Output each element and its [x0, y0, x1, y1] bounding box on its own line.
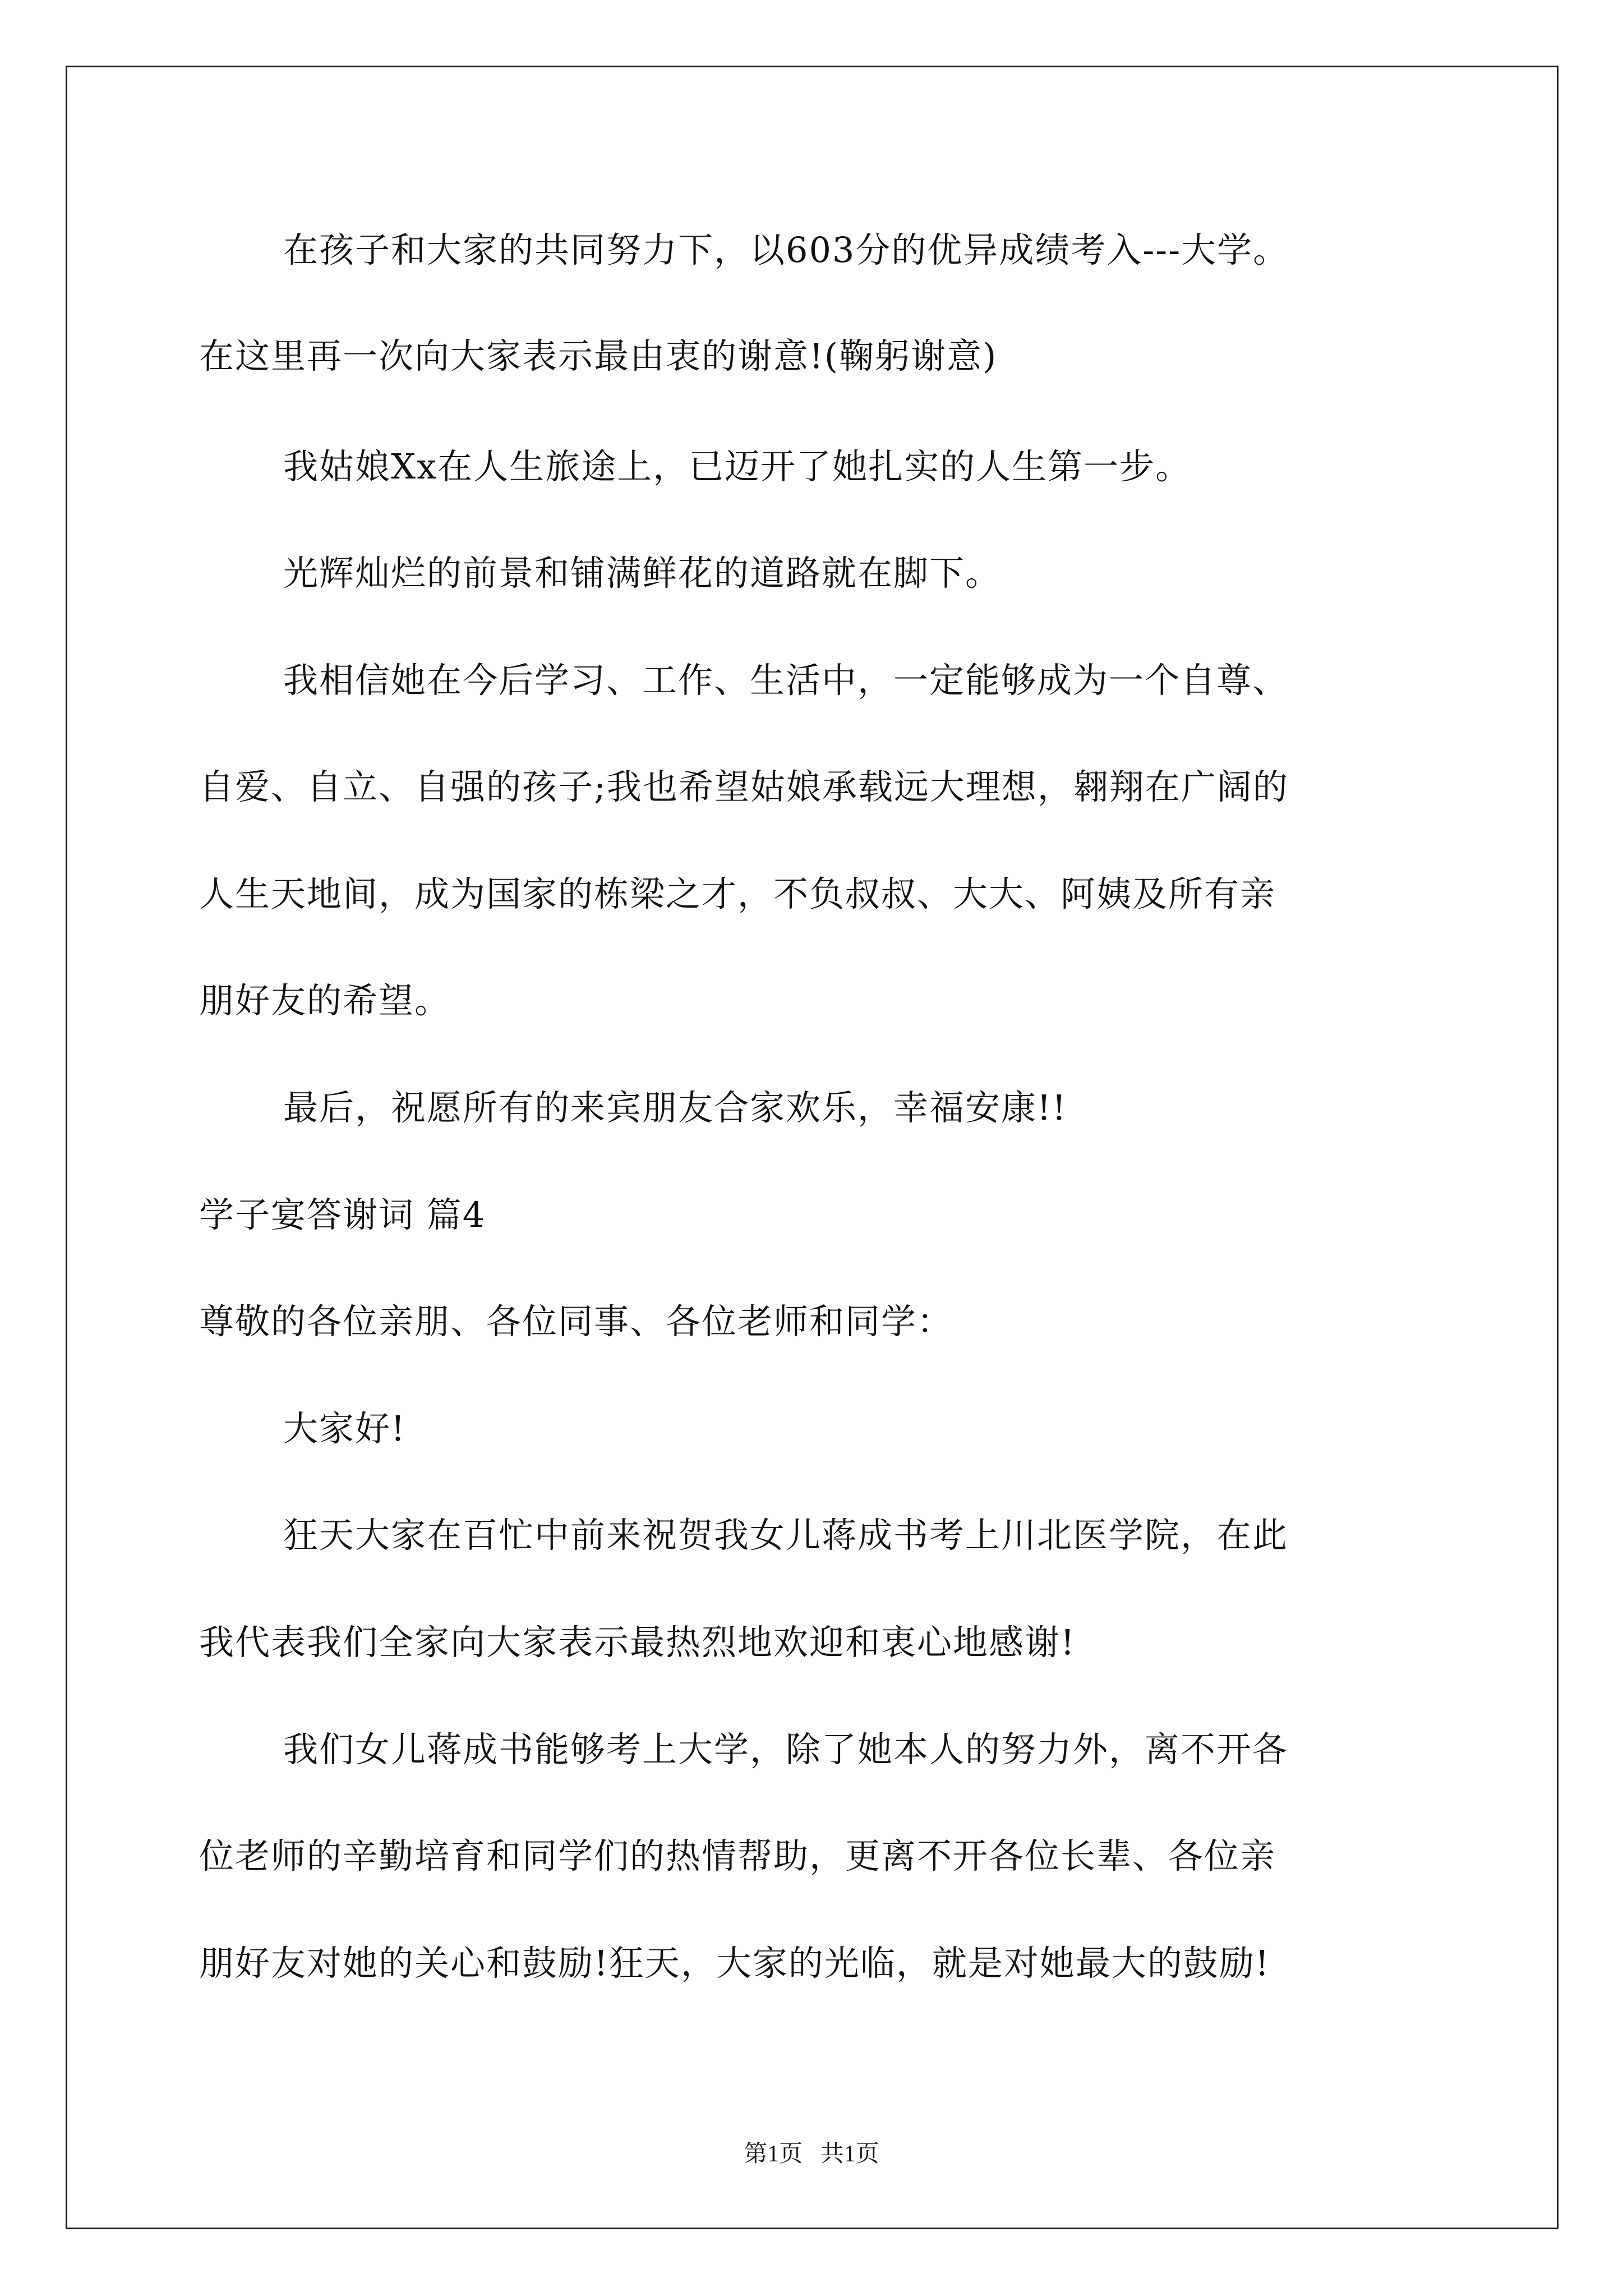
text-line: 狂天大家在百忙中前来祝贺我女儿蒋成书考上川北医学院，在此	[283, 1515, 1289, 1556]
salutation: 尊敬的各位亲朋、各位同事、各位老师和同学：	[199, 1301, 953, 1342]
page-number-footer: 第1页 共1页	[744, 2141, 879, 2167]
text-line: 在这里再一次向大家表示最由衷的谢意!(鞠躬谢意)	[199, 335, 998, 376]
text-line: 在孩子和大家的共同努力下，以603分的优异成绩考入---大学。	[283, 229, 1289, 270]
text-line: 人生天地间，成为国家的栋梁之才，不负叔叔、大大、阿姨及所有亲	[199, 873, 1276, 914]
greeting: 大家好!	[283, 1408, 406, 1449]
section-heading: 学子宴答谢词 篇4	[199, 1194, 486, 1235]
text-line: 朋好友的希望。	[199, 980, 451, 1021]
text-line: 位老师的辛勤培育和同学们的热情帮助，更离不开各位长辈、各位亲	[199, 1835, 1276, 1876]
text-line: 朋好友对她的关心和鼓励!狂天，大家的光临，就是对她最大的鼓励!	[199, 1943, 1270, 1984]
text-line: 我相信她在今后学习、工作、生活中，一定能够成为一个自尊、	[283, 660, 1289, 701]
text-line: 我们女儿蒋成书能够考上大学，除了她本人的努力外，离不开各	[283, 1729, 1289, 1770]
text-line: 最后，祝愿所有的来宾朋友合家欢乐，幸福安康!!	[283, 1087, 1067, 1128]
text-line: 我姑娘Xx在人生旅途上，已迈开了她扎实的人生第一步。	[283, 446, 1192, 487]
text-line: 自爱、自立、自强的孩子;我也希望姑娘承载远大理想，翱翔在广阔的	[199, 766, 1289, 807]
page-border	[66, 66, 1559, 2229]
text-line: 光辉灿烂的前景和铺满鲜花的道路就在脚下。	[283, 553, 1002, 593]
text-line: 我代表我们全家向大家表示最热烈地欢迎和衷心地感谢!	[199, 1622, 1076, 1663]
